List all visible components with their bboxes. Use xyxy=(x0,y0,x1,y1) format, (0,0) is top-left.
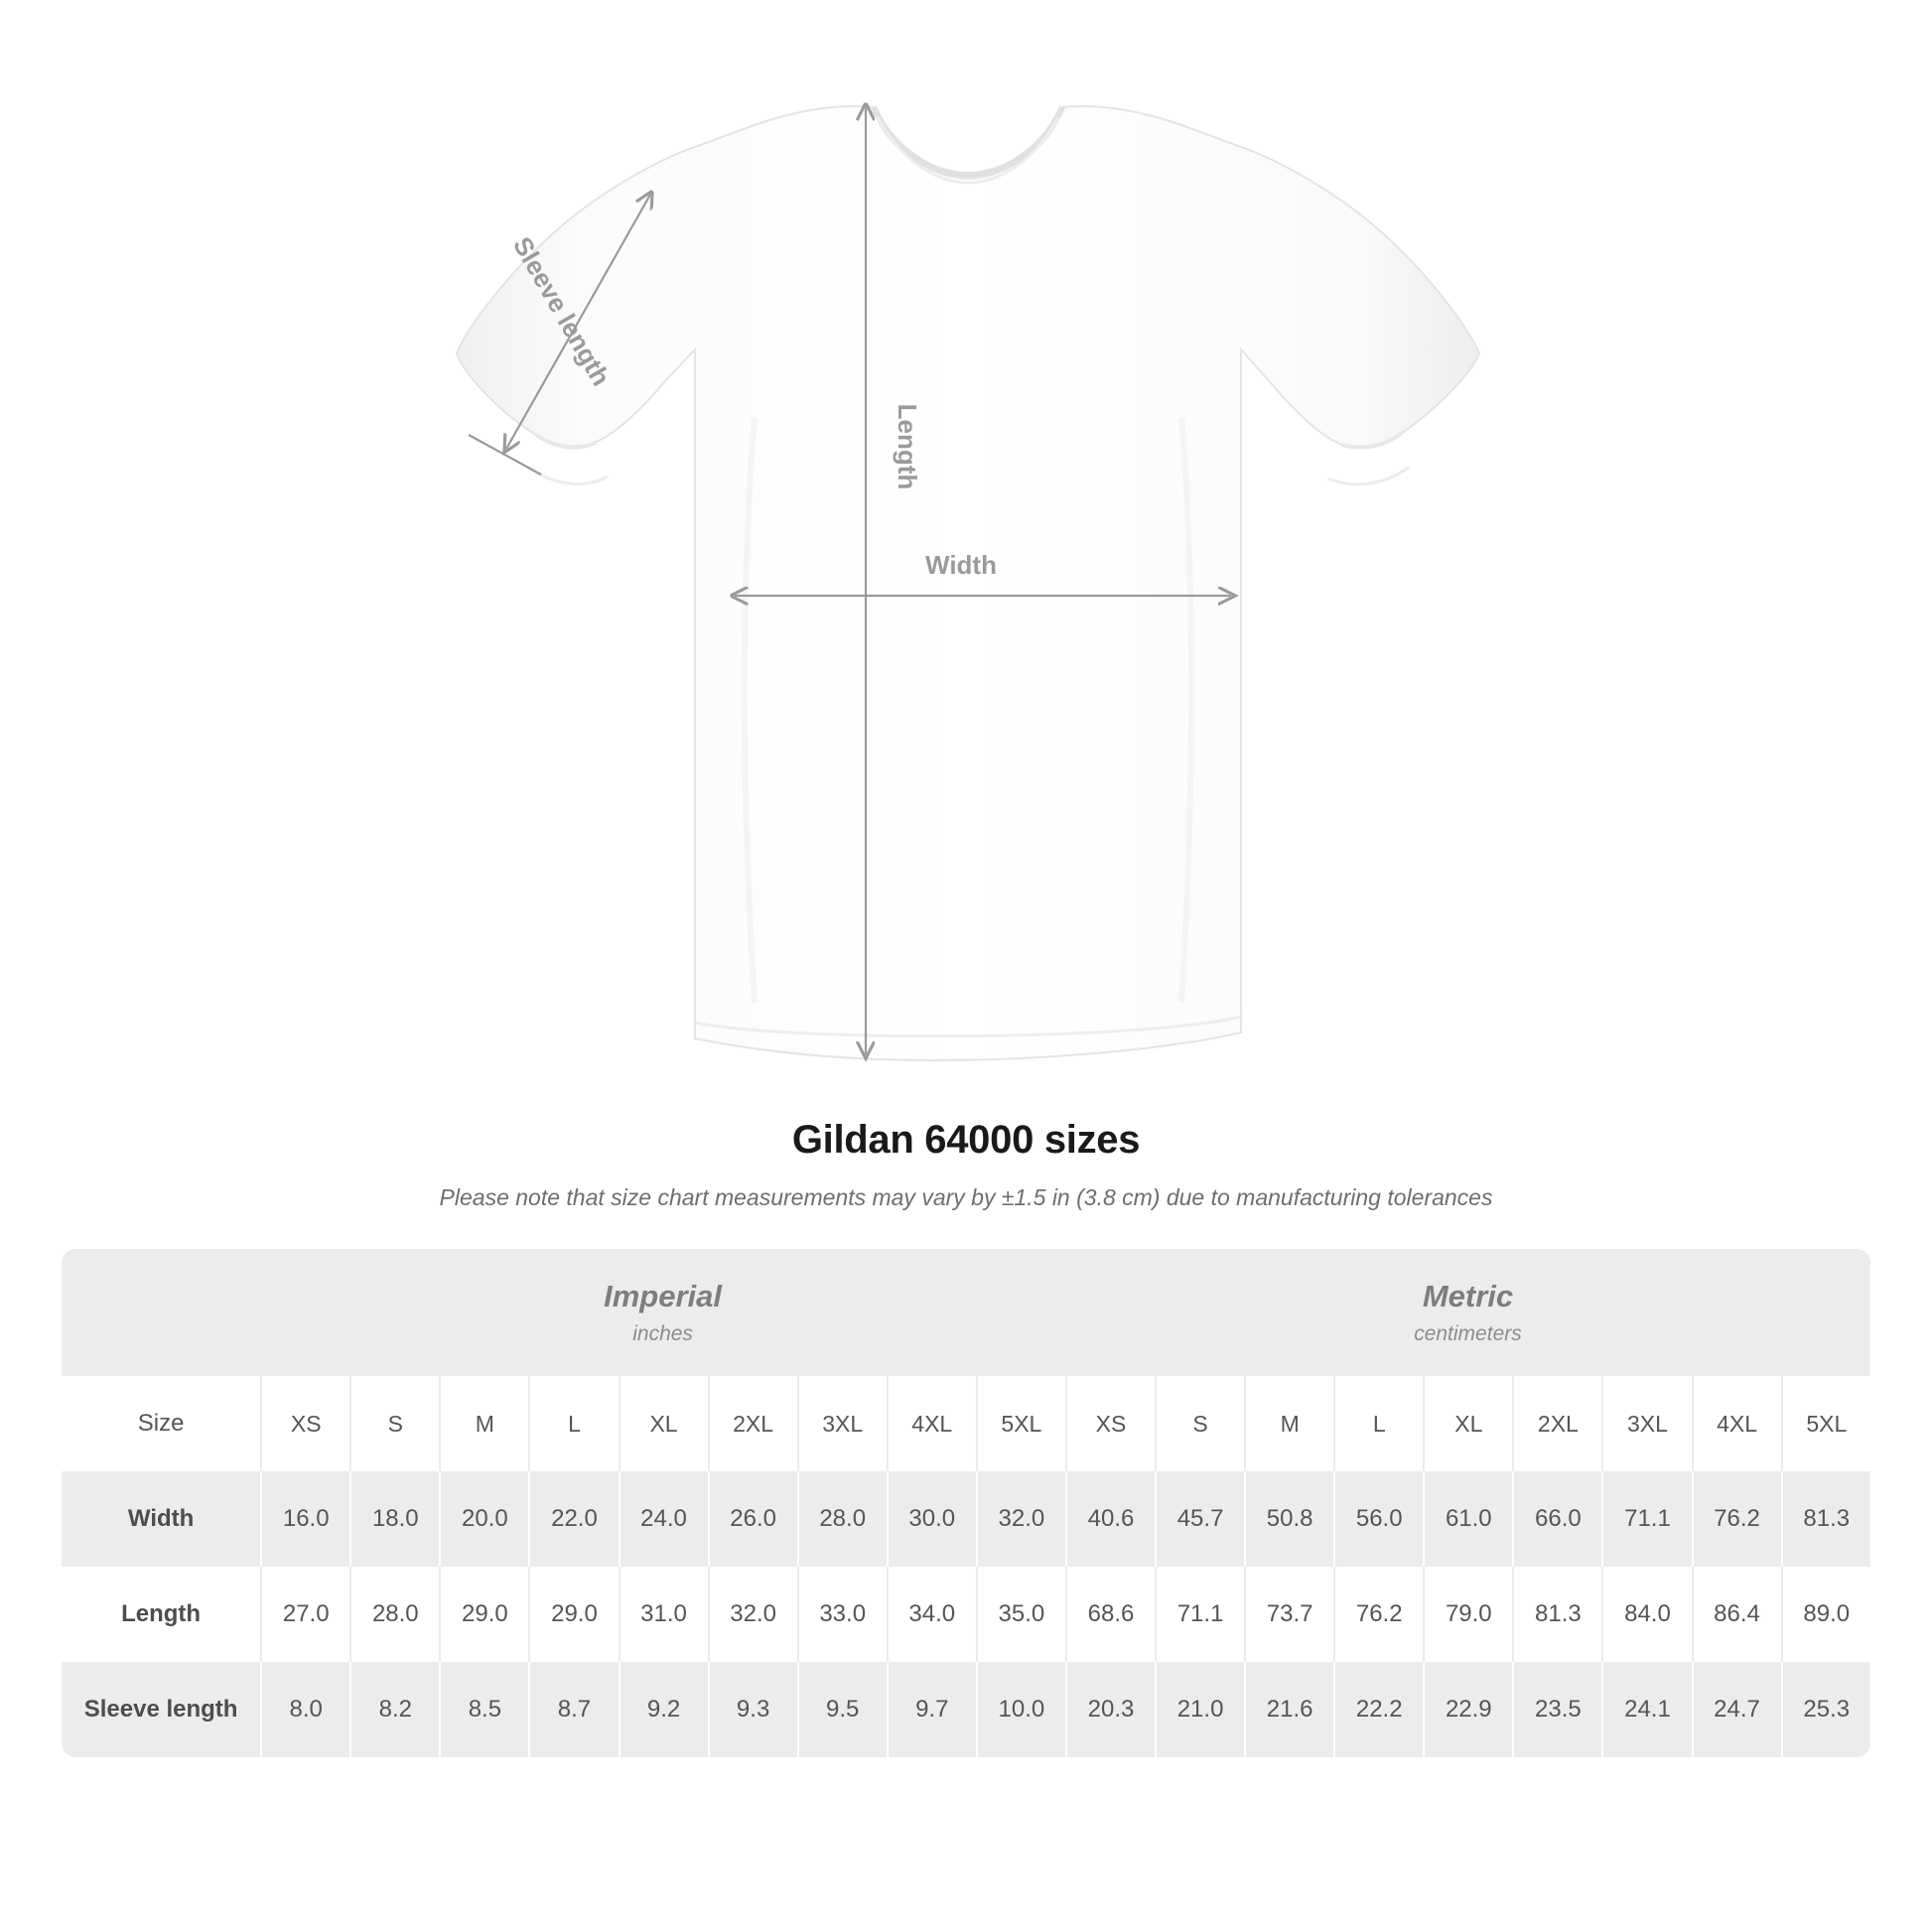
table-cell: 24.7 xyxy=(1692,1662,1781,1757)
table-row xyxy=(62,1567,1870,1662)
tshirt-shape xyxy=(457,106,1479,1060)
table-cell: 61.0 xyxy=(1423,1471,1512,1567)
size-header-cell: XL xyxy=(1423,1376,1512,1471)
table-cell: 29.0 xyxy=(439,1567,528,1662)
size-header-cell: L xyxy=(528,1376,618,1471)
table-cell: 27.0 xyxy=(260,1567,349,1662)
table-cell: 21.0 xyxy=(1155,1662,1244,1757)
table-cell: 24.0 xyxy=(619,1471,708,1567)
page-title: Gildan 64000 sizes xyxy=(791,1118,1141,1162)
table-cell: 29.0 xyxy=(528,1567,618,1662)
table-cell: 25.3 xyxy=(1781,1662,1870,1757)
table-row xyxy=(62,1662,1870,1757)
table-cell: 16.0 xyxy=(260,1471,349,1567)
title-block xyxy=(0,1118,1932,1211)
length-label: Length xyxy=(893,403,922,490)
unit-group-metric xyxy=(1065,1249,1870,1376)
unit-group-imperial-sub: inches xyxy=(632,1322,693,1345)
table-cell: 30.0 xyxy=(887,1471,976,1567)
table-cell: 45.7 xyxy=(1155,1471,1244,1567)
table-cell: 76.2 xyxy=(1333,1567,1423,1662)
table-cell: 23.5 xyxy=(1512,1662,1601,1757)
size-header-cell: S xyxy=(349,1376,439,1471)
size-header-cell: 3XL xyxy=(797,1376,887,1471)
table-cell: 33.0 xyxy=(797,1567,887,1662)
unit-group-imperial xyxy=(260,1249,1065,1376)
table-cell: 18.0 xyxy=(349,1471,439,1567)
size-header-label: Size xyxy=(62,1376,260,1471)
unit-group-metric-sub: centimeters xyxy=(1414,1322,1522,1345)
size-header-cell: 2XL xyxy=(1512,1376,1601,1471)
table-cell: 22.2 xyxy=(1333,1662,1423,1757)
table-cell: 31.0 xyxy=(619,1567,708,1662)
table-cell: 8.2 xyxy=(349,1662,439,1757)
width-label: Width xyxy=(925,550,997,580)
table-cell: 34.0 xyxy=(887,1567,976,1662)
table-cell: 22.9 xyxy=(1423,1662,1512,1757)
table-cell: 71.1 xyxy=(1601,1471,1691,1567)
table-cell: 50.8 xyxy=(1244,1471,1333,1567)
table-cell: 9.3 xyxy=(708,1662,797,1757)
table-cell: 68.6 xyxy=(1065,1567,1155,1662)
table-cell: 20.3 xyxy=(1065,1662,1155,1757)
table-cell: 32.0 xyxy=(976,1471,1065,1567)
table-cell: 32.0 xyxy=(708,1567,797,1662)
table-cell: 8.7 xyxy=(528,1662,618,1757)
table-cell: 81.3 xyxy=(1512,1567,1601,1662)
sleeve-length-label: Sleeve length xyxy=(506,231,617,391)
size-header-cell: 4XL xyxy=(1692,1376,1781,1471)
size-header-cell: 2XL xyxy=(708,1376,797,1471)
size-table-wrap xyxy=(62,1249,1870,1757)
size-header-cell: M xyxy=(439,1376,528,1471)
row-label: Length xyxy=(62,1567,260,1662)
size-header-cell: L xyxy=(1333,1376,1423,1471)
table-cell: 8.0 xyxy=(260,1662,349,1757)
table-cell: 8.5 xyxy=(439,1662,528,1757)
table-cell: 28.0 xyxy=(349,1567,439,1662)
table-cell: 20.0 xyxy=(439,1471,528,1567)
size-header-cell: M xyxy=(1244,1376,1333,1471)
table-row xyxy=(62,1471,1870,1567)
table-cell: 79.0 xyxy=(1423,1567,1512,1662)
table-cell: 56.0 xyxy=(1333,1471,1423,1567)
table-cell: 10.0 xyxy=(976,1662,1065,1757)
unit-group-imperial-name: Imperial xyxy=(604,1279,723,1313)
size-header-cell: XS xyxy=(1065,1376,1155,1471)
table-cell: 81.3 xyxy=(1781,1471,1870,1567)
table-cell: 86.4 xyxy=(1692,1567,1781,1662)
size-header-cell: 3XL xyxy=(1601,1376,1691,1471)
table-cell: 71.1 xyxy=(1155,1567,1244,1662)
table-cell: 28.0 xyxy=(797,1471,887,1567)
table-cell: 40.6 xyxy=(1065,1471,1155,1567)
table-cell: 84.0 xyxy=(1601,1567,1691,1662)
row-label: Sleeve length xyxy=(62,1662,260,1757)
table-cell: 26.0 xyxy=(708,1471,797,1567)
table-cell: 89.0 xyxy=(1781,1567,1870,1662)
unit-header-row xyxy=(62,1249,1870,1376)
unit-spacer xyxy=(62,1249,260,1376)
table-cell: 9.5 xyxy=(797,1662,887,1757)
size-header-cell: 5XL xyxy=(976,1376,1065,1471)
size-header-row xyxy=(62,1376,1870,1471)
size-table xyxy=(62,1249,1870,1757)
table-cell: 9.7 xyxy=(887,1662,976,1757)
size-header-cell: 5XL xyxy=(1781,1376,1870,1471)
unit-group-metric-name: Metric xyxy=(1422,1279,1514,1313)
table-cell: 21.6 xyxy=(1244,1662,1333,1757)
table-cell: 76.2 xyxy=(1692,1471,1781,1567)
table-cell: 9.2 xyxy=(619,1662,708,1757)
size-header-cell: 4XL xyxy=(887,1376,976,1471)
size-header-cell: XS xyxy=(260,1376,349,1471)
table-cell: 66.0 xyxy=(1512,1471,1601,1567)
table-cell: 35.0 xyxy=(976,1567,1065,1662)
tolerance-note: Please note that size chart measurements may vary by ±1.5 in (3.8 cm) due to manufacturing tolerances xyxy=(439,1184,1493,1210)
table-cell: 24.1 xyxy=(1601,1662,1691,1757)
table-cell: 73.7 xyxy=(1244,1567,1333,1662)
size-header-cell: S xyxy=(1155,1376,1244,1471)
size-header-cell: XL xyxy=(619,1376,708,1471)
table-cell: 22.0 xyxy=(528,1471,618,1567)
row-label: Width xyxy=(62,1471,260,1567)
